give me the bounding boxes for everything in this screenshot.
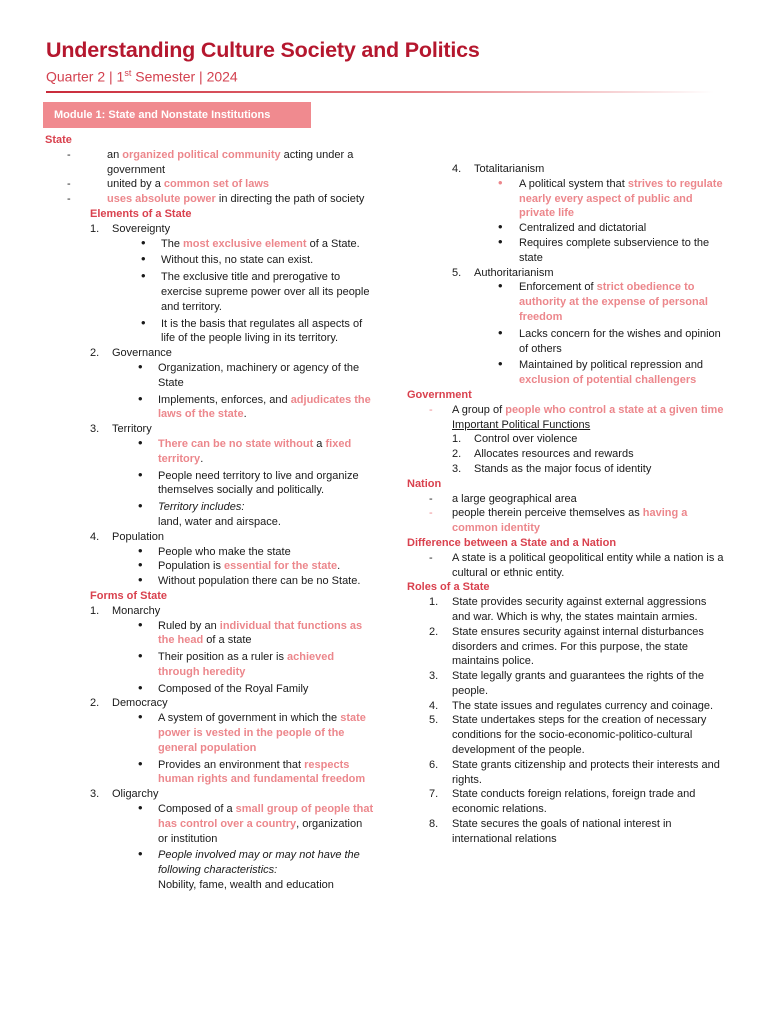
population-point-2: • Population is essential for the state. — [138, 557, 341, 573]
header-divider — [46, 91, 714, 93]
form-authoritarianism: 5. Authoritarianism — [452, 266, 554, 279]
oligarchy-point-2: • People involved may or may not have the following characteristics: Nobility, fame, wealth and education — [138, 846, 360, 892]
element-sovereignty: 1. Sovereignty — [90, 222, 171, 235]
territory-point-2: • People need territory to live and organize themselves socially and politically. — [138, 466, 359, 497]
element-population: 4. Population — [90, 530, 164, 543]
role-6: 6. State grants citizenship and protects their interests and rights. — [429, 758, 720, 786]
democracy-point-1: • A system of government in which the state power is vested in the people of the general population — [138, 709, 366, 754]
document-subtitle: Quarter 2 | 1st Semester | 2024 — [46, 68, 238, 85]
nation-heading: Nation — [407, 477, 442, 490]
monarchy-point-3: • Composed of the Royal Family — [138, 679, 309, 695]
sovereignty-point-4: • It is the basis that regulates all aspects of life of the people living in its territory. — [141, 314, 363, 345]
module-banner: Module 1: State and Nonstate Institutions — [43, 102, 311, 128]
territory-point-3: • Territory includes: land, water and airspace. — [138, 498, 281, 528]
democracy-point-2: • Provides an environment that respects human rights and fundamental freedom — [138, 755, 366, 786]
monarchy-point-1: • Ruled by an individual that functions as the head of a state — [138, 616, 363, 647]
government-heading: Government — [407, 388, 472, 401]
governance-point-2: • Implements, enforces, and adjudicates the laws of the state. — [138, 390, 371, 421]
authoritarianism-point-3: • Maintained by political repression and exclusion of potential challengers — [498, 356, 704, 387]
territory-point-1: • There can be no state without a fixed territory. — [138, 434, 352, 465]
document-title: Understanding Culture Society and Politics — [46, 38, 480, 62]
role-4: 4. The state issues and regulates currency and coinage. — [429, 699, 714, 712]
governance-point-1: • Organization, machinery or agency of the State — [138, 358, 360, 389]
form-oligarchy: 3. Oligarchy — [90, 788, 159, 801]
state-definition-2: - united by a common set of laws — [67, 178, 270, 191]
sovereignty-point-3: • The exclusive title and prerogative to exercise supreme power over all its people and territory. — [141, 268, 370, 313]
state-definition-1: - an organized political community acting under a government — [67, 148, 354, 176]
function-2: 2. Allocates resources and rewards — [452, 448, 634, 461]
nation-definition-2: - people therein perceive themselves as having a common identity — [429, 507, 688, 535]
difference-definition: - A state is a political geopolitical entity while a nation is a cultural or ethnic entity. — [429, 551, 724, 579]
role-2: 2. State ensures security against internal disturbances disorders and crimes. For this purpose, the state maintains police. — [429, 625, 704, 668]
political-functions-subheading: Important Political Functions — [452, 418, 591, 431]
forms-heading: Forms of State — [90, 589, 168, 602]
function-1: 1. Control over violence — [452, 433, 578, 446]
function-3: 3. Stands as the major focus of identity — [452, 462, 652, 475]
monarchy-point-2: • Their position as a ruler is achieved through heredity — [138, 648, 335, 678]
sovereignty-point-2: • Without this, no state can exist. — [141, 251, 314, 267]
oligarchy-point-1: • Composed of a small group of people that has control over a country, organization or institution — [138, 800, 374, 845]
difference-heading: Difference between a State and a Nation — [407, 536, 617, 549]
population-point-1: • People who make the state — [138, 542, 291, 558]
totalitarianism-point-2: • Centralized and dictatorial — [498, 219, 647, 235]
role-5: 5. State undertakes steps for the creation of necessary conditions for the socio-economic-politico-cultural development of the people. — [429, 714, 707, 757]
role-3: 3. State legally grants and guarantees the rights of the people. — [429, 670, 704, 697]
nation-definition-1: - a large geographical area — [429, 492, 577, 505]
elements-heading: Elements of a State — [90, 207, 192, 220]
role-8: 8. State secures the goals of national interest in international relations — [429, 818, 672, 845]
role-1: 1. State provides security against external aggressions and war. Which is why, the states maintain armies. — [429, 596, 707, 623]
authoritarianism-point-1: • Enforcement of strict obedience to authority at the expense of personal freedom — [498, 278, 708, 323]
right-column — [407, 162, 727, 847]
element-territory: 3. Territory — [90, 423, 152, 436]
totalitarianism-point-1: • A political system that strives to regulate nearly every aspect of public and private life — [498, 174, 723, 220]
element-governance: 2. Governance — [90, 347, 172, 360]
totalitarianism-point-3: • Requires complete subservience to the state — [498, 233, 710, 264]
state-heading: State — [45, 134, 72, 146]
authoritarianism-point-2: • Lacks concern for the wishes and opinion of others — [498, 324, 721, 355]
form-totalitarianism: 4. Totalitarianism — [452, 163, 545, 175]
government-definition: - A group of people who control a state at a given time — [429, 403, 724, 416]
form-democracy: 2. Democracy — [90, 697, 168, 710]
state-definition-3: - uses absolute power in directing the path of society — [67, 193, 365, 206]
sovereignty-point-1: • The most exclusive element of a State. — [141, 234, 360, 250]
left-column — [45, 133, 375, 893]
population-point-3: • Without population there can be no State. — [138, 572, 361, 588]
role-7: 7. State conducts foreign relations, foreign trade and economic relations. — [429, 788, 696, 816]
roles-heading: Roles of a State — [407, 581, 490, 594]
form-monarchy: 1. Monarchy — [90, 604, 161, 617]
